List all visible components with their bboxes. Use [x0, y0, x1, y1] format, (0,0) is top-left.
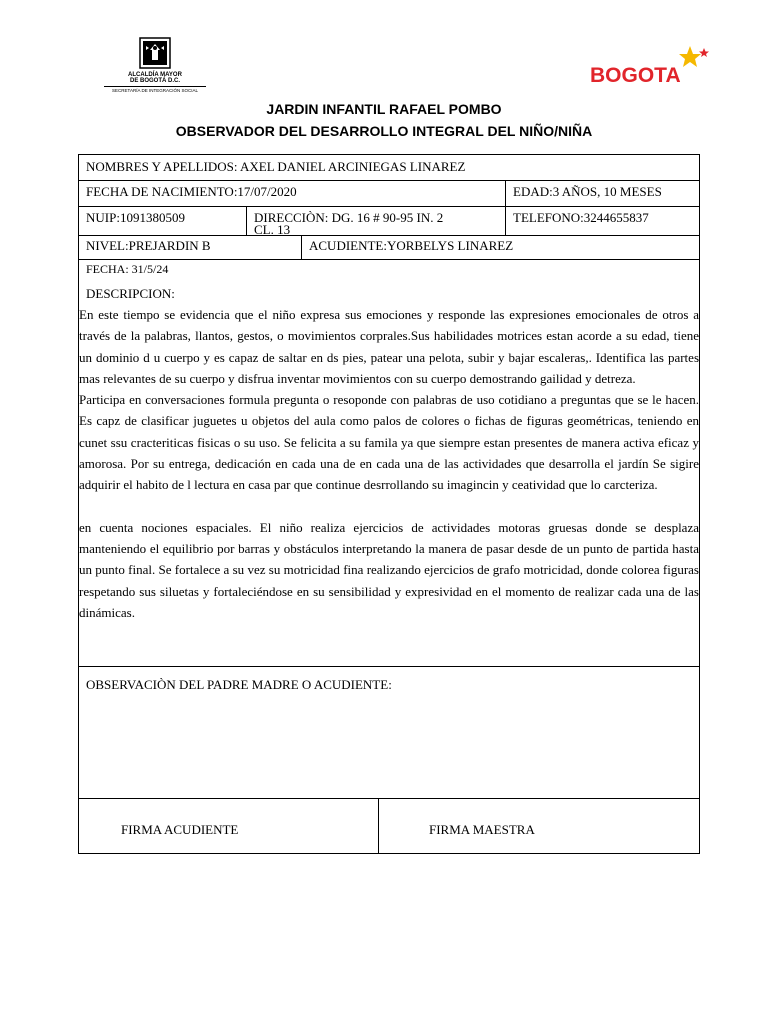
column-divider — [301, 235, 302, 259]
logo-line-1: ALCALDÍA MAYOR — [128, 72, 182, 78]
phone-field: TELEFONO:3244655837 — [513, 210, 649, 225]
row-divider — [79, 666, 699, 667]
teacher-signature-label: FIRMA MAESTRA — [429, 822, 535, 837]
row-divider — [79, 259, 699, 260]
bogota-wordmark: BOGOTA — [590, 64, 681, 87]
description-paragraph: En este tiempo se evidencia que el niño expresa sus emociones y responde las expresiones emocionales de otros a través de la palabras, llantos, gestos, o movimientos corprales.Sus habilidades motrices estan acorde a su edad, tiene un dominio d u cuerpo y es capaz de saltar en ds pies, patear una pelota, subir y bajar escaleras,. Identifica las partes mas relevantes de su cuerpo y disfrua inventar movimientos con su cuerpo demostrando gailidad y detreza. — [79, 307, 699, 386]
paragraph-spacer — [79, 496, 699, 517]
row-divider — [79, 235, 699, 236]
description-label: DESCRIPCION: — [86, 286, 175, 301]
guardian-signature-label: FIRMA ACUDIENTE — [121, 822, 239, 837]
address-field: DIRECCIÒN: DG. 16 # 90-95 IN. 2 — [254, 210, 444, 225]
star-icon — [670, 44, 710, 74]
logo-line-3: SECRETARÍA DE INTEGRACIÓN SOCIAL — [112, 88, 198, 93]
date-field: FECHA: 31/5/24 — [86, 262, 169, 276]
age-field: EDAD:3 AÑOS, 10 MESES — [513, 184, 662, 199]
description-paragraph: Participa en conversaciones formula pregunta o resoponde con palabras de uso cotidiano a preguntas que se le hacen. Es capz de clasificar juguetes u objetos del aula como palos de colores o fichas de figuras geométricas, teniendo en cunet ssu cracteriticas fisicas o su uso. Se felicita a su famila ya que siempre estan presentes de manera activa eficaz y amorosa. Por su entrega, dedicación en cada una de en cada una de las actividades que desarrolla el jardín Se sigire adquirir el habito de l lectura en casa par que continue desrrollando su imagincin y ceatividad que lo carcteriza. — [79, 392, 699, 493]
column-divider — [378, 798, 379, 854]
level-field: NIVEL:PREJARDIN B — [86, 238, 211, 253]
coat-of-arms-icon — [134, 36, 176, 70]
row-divider — [79, 798, 699, 799]
observer-form — [78, 154, 700, 854]
school-name: JARDIN INFANTIL RAFAEL POMBO — [266, 101, 502, 117]
column-divider — [505, 180, 506, 235]
alcaldia-logo — [104, 36, 206, 94]
description-text — [79, 304, 699, 623]
row-divider — [79, 206, 699, 207]
form-title: OBSERVADOR DEL DESARROLLO INTEGRAL DEL NIÑO/NIÑA — [175, 123, 593, 139]
names-field: NOMBRES Y APELLIDOS: AXEL DANIEL ARCINIEGAS LINAREZ — [86, 159, 466, 174]
logo-divider — [104, 86, 206, 87]
nuip-field: NUIP:1091380509 — [86, 210, 185, 225]
row-divider — [79, 180, 699, 181]
birth-date-field: FECHA DE NACIMIENTO:17/07/2020 — [86, 184, 297, 199]
bogota-logo — [590, 44, 710, 94]
observation-label: OBSERVACIÒN DEL PADRE MADRE O ACUDIENTE: — [86, 677, 392, 692]
guardian-field: ACUDIENTE:YORBELYS LINAREZ — [309, 238, 514, 253]
address-field-line2: CL. 13 — [254, 222, 291, 237]
column-divider — [246, 206, 247, 235]
logo-line-2: DE BOGOTÁ D.C. — [129, 78, 180, 84]
description-paragraph: en cuenta nociones espaciales. El niño realiza ejercicios de actividades motoras gruesas donde se desplaza manteniendo el equilibrio por barras y obstáculos interpretando la manera de pasar desde de un punto de partida hasta un punto final. Se fortalece a su vez su motricidad fina realizando ejercicios de grafo motricidad, donde colorea figuras respetando sus siluetas y fortaleciéndose en su sensibilidad y expresividad en el momento de realizar cada una de las dinámicas. — [79, 519, 699, 620]
